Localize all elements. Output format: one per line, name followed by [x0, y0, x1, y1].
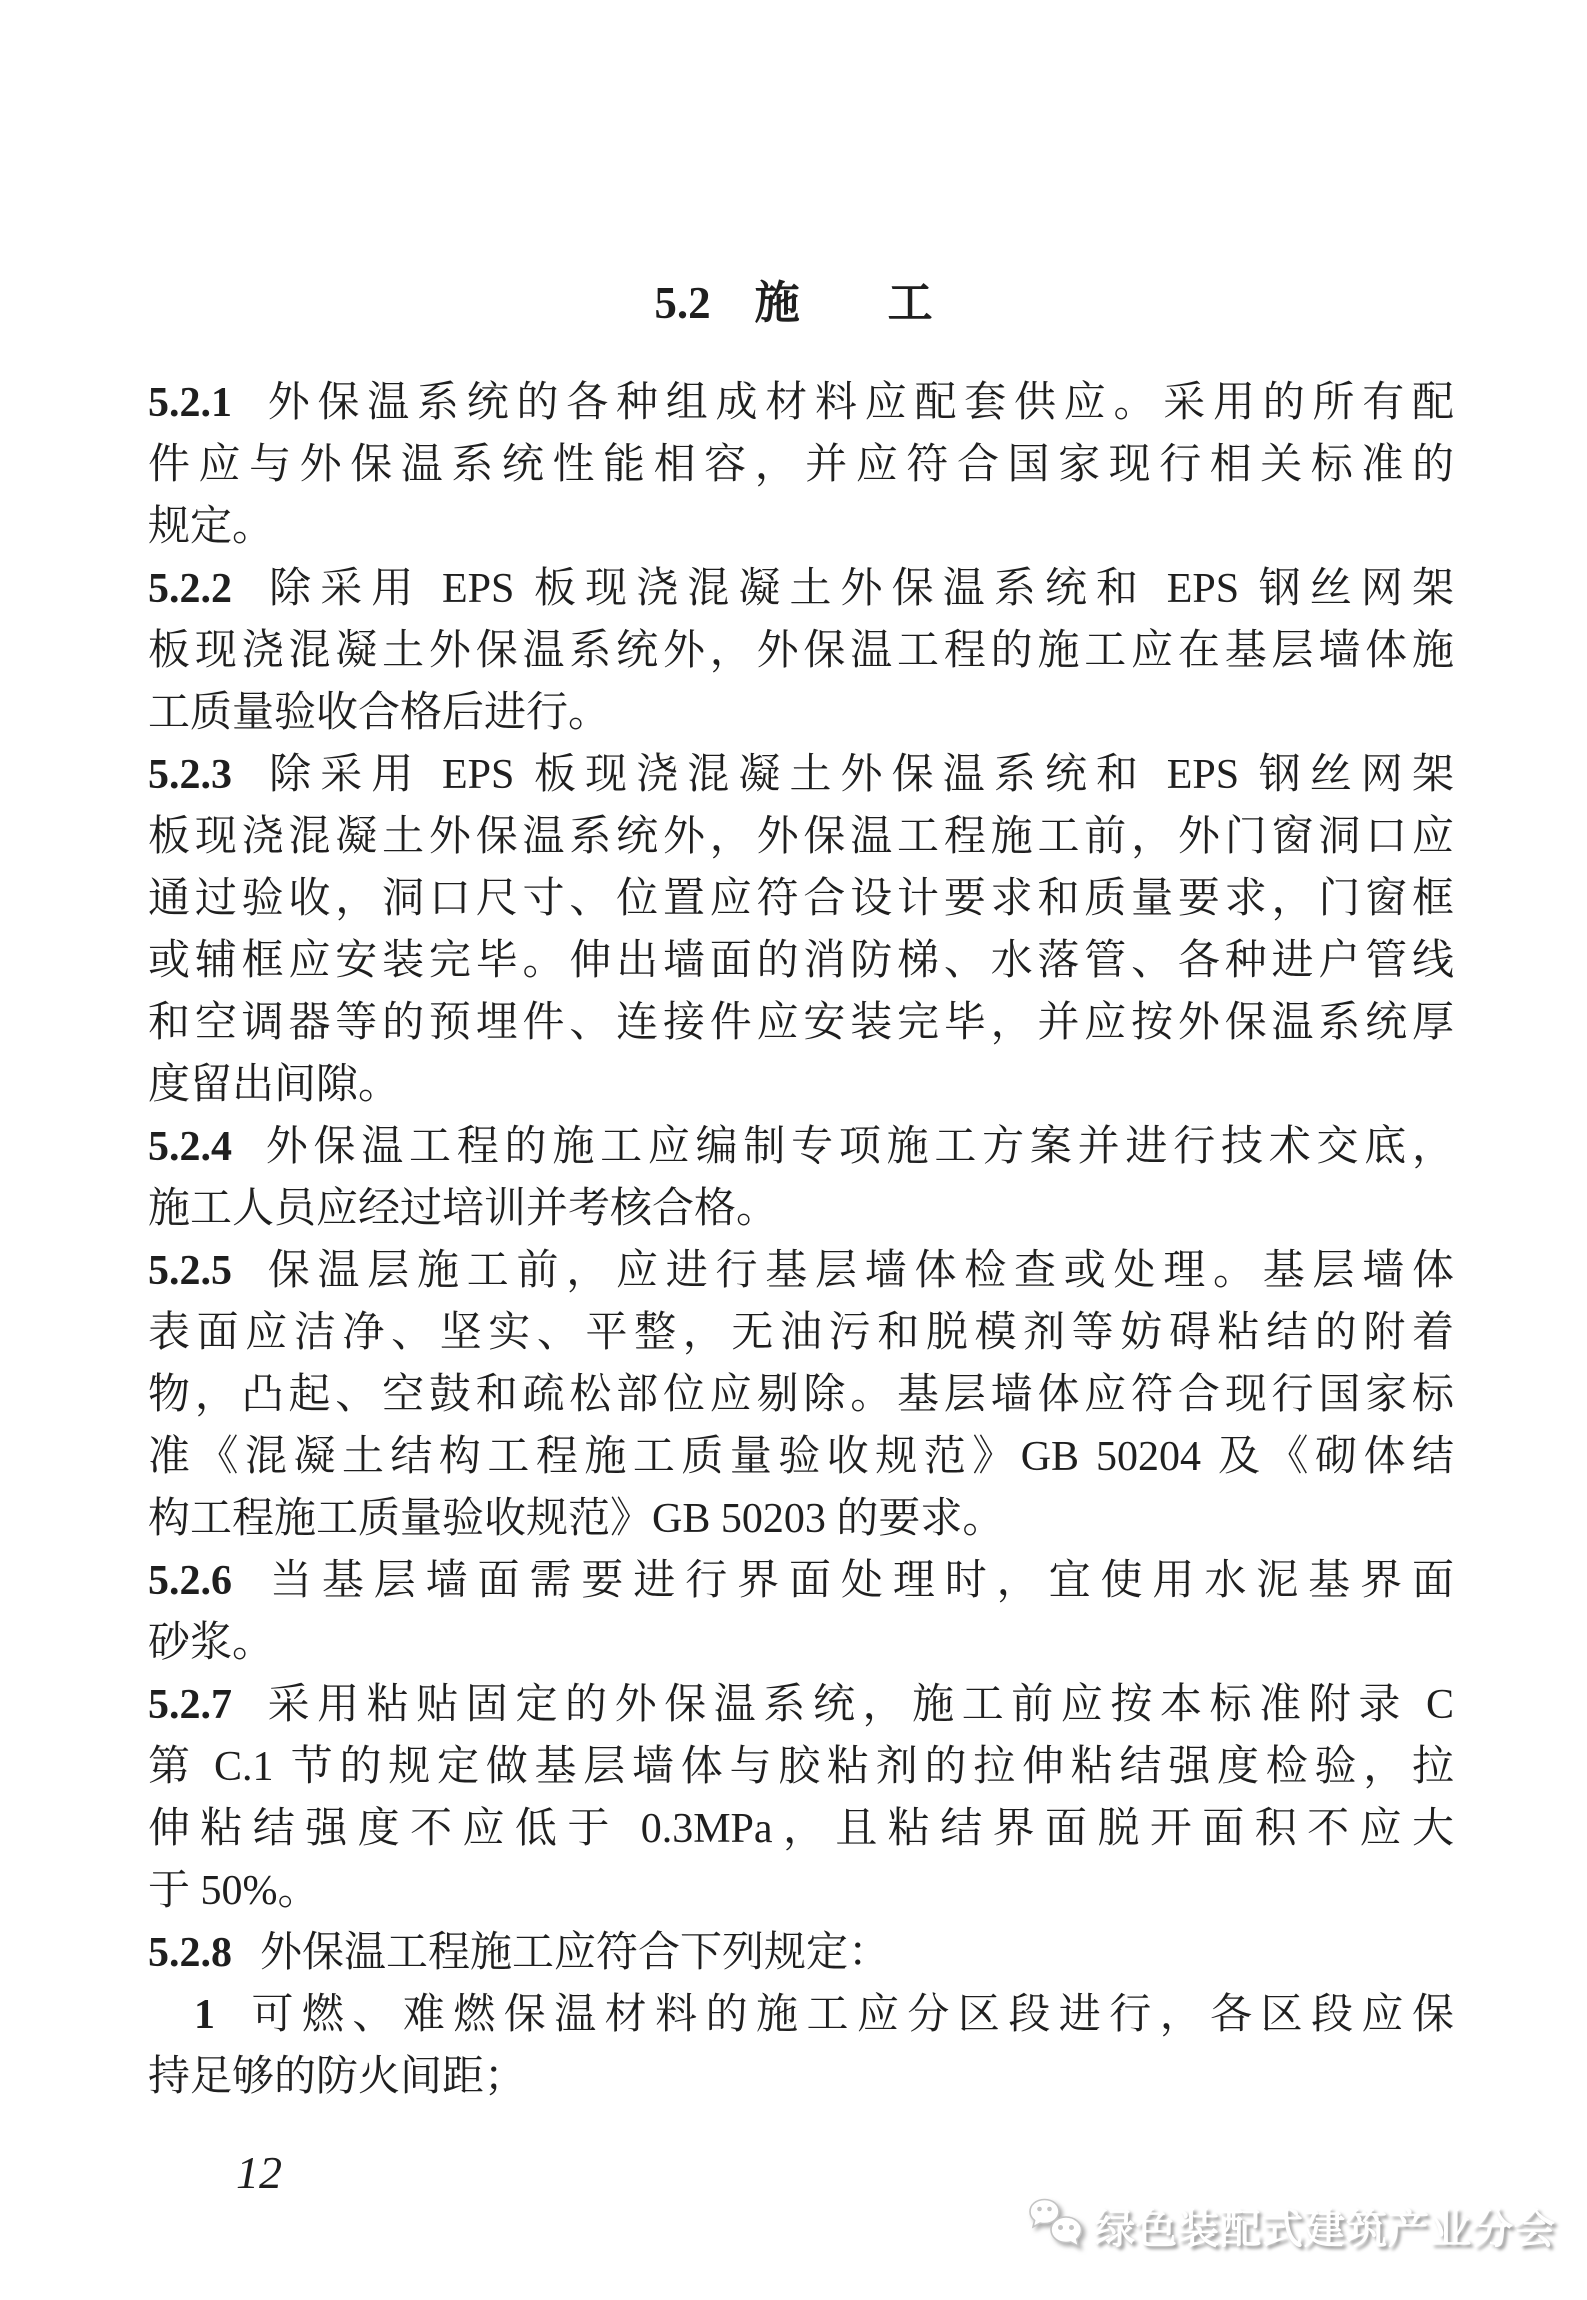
- text-line: 5.2.1 外保温系统的各种组成材料应配套供应。采用的所有配: [148, 380, 1454, 426]
- text-line: 准《混凝土结构工程施工质量验收规范》GB 50204 及《砌体结: [148, 1434, 1454, 1480]
- text-line: 5.2.5 保温层施工前，应进行基层墙体检查或处理。基层墙体: [148, 1248, 1454, 1294]
- clause-number: 5.2.6: [148, 1558, 232, 1604]
- section-title-word-1: 施: [754, 278, 800, 328]
- clause-number: 5.2.7: [148, 1682, 232, 1728]
- text-line: 5.2.4 外保温工程的施工应编制专项施工方案并进行技术交底，: [148, 1124, 1454, 1170]
- text-line: 工质量验收合格后进行。: [148, 690, 611, 736]
- page-number: 12: [236, 2147, 282, 2198]
- text-line: 和空调器等的预埋件、连接件应安装完毕，并应按外保温系统厚: [148, 1000, 1454, 1046]
- clause-number: 5.2.8: [148, 1930, 232, 1976]
- text-line: 5.2.2 除采用 EPS 板现浇混凝土外保温系统和 EPS 钢丝网架: [148, 566, 1454, 612]
- clause-number: 5.2.5: [148, 1248, 232, 1294]
- text-line: 第 C.1 节的规定做基层墙体与胶粘剂的拉伸粘结强度检验，拉: [148, 1744, 1454, 1790]
- text-line: 施工人员应经过培训并考核合格。: [148, 1186, 779, 1232]
- text-line: 通过验收，洞口尺寸、位置应符合设计要求和质量要求，门窗框: [148, 876, 1454, 922]
- text-line: 5.2.7 采用粘贴固定的外保温系统，施工前应按本标准附录 C: [148, 1682, 1454, 1728]
- section-title-word-2: 工: [887, 278, 933, 328]
- text-line: 5.2.6 当基层墙面需要进行界面处理时，宜使用水泥基界面: [148, 1558, 1454, 1604]
- section-title: [0, 272, 1587, 334]
- text-line: 板现浇混凝土外保温系统外，外保温工程的施工应在基层墙体施: [148, 628, 1454, 674]
- text-line: 砂浆。: [148, 1620, 275, 1666]
- text-line: 规定。: [148, 504, 275, 550]
- text-line: 于 50%。: [148, 1868, 320, 1914]
- section-title-number: 5.2: [654, 278, 711, 328]
- footer-watermark: [1028, 2196, 1556, 2255]
- text-line: 表面应洁净、坚实、平整，无油污和脱模剂等妨碍粘结的附着: [148, 1310, 1454, 1356]
- list-item-number: 1: [194, 1992, 215, 2038]
- text-line: 伸粘结强度不应低于 0.3MPa，且粘结界面脱开面积不应大: [148, 1806, 1454, 1852]
- clause-number: 5.2.4: [148, 1124, 232, 1170]
- text-line: 1 可燃、难燃保温材料的施工应分区段进行，各区段应保: [194, 1992, 1454, 2038]
- body-text: [148, 372, 1454, 2108]
- clause-number: 5.2.3: [148, 752, 232, 798]
- text-line: 度留出间隙。: [148, 1062, 401, 1108]
- text-line: 或辅框应安装完毕。伸出墙面的消防梯、水落管、各种进户管线: [148, 938, 1454, 984]
- text-line: 物，凸起、空鼓和疏松部位应剔除。基层墙体应符合现行国家标: [148, 1372, 1454, 1418]
- text-line: 构工程施工质量验收规范》GB 50203 的要求。: [148, 1496, 1005, 1542]
- text-line: 持足够的防火间距；: [148, 2054, 527, 2100]
- watermark-text: 绿色装配式建筑产业分会: [1094, 2206, 1556, 2252]
- text-line: 件应与外保温系统性能相容，并应符合国家现行相关标准的: [148, 442, 1454, 488]
- wechat-icon: [1028, 2198, 1086, 2254]
- text-line: 5.2.3 除采用 EPS 板现浇混凝土外保温系统和 EPS 钢丝网架: [148, 752, 1454, 798]
- text-line: 板现浇混凝土外保温系统外，外保温工程施工前，外门窗洞口应: [148, 814, 1454, 860]
- clause-number: 5.2.1: [148, 380, 232, 426]
- clause-number: 5.2.2: [148, 566, 232, 612]
- text-line: 5.2.8 外保温工程施工应符合下列规定：: [148, 1930, 891, 1976]
